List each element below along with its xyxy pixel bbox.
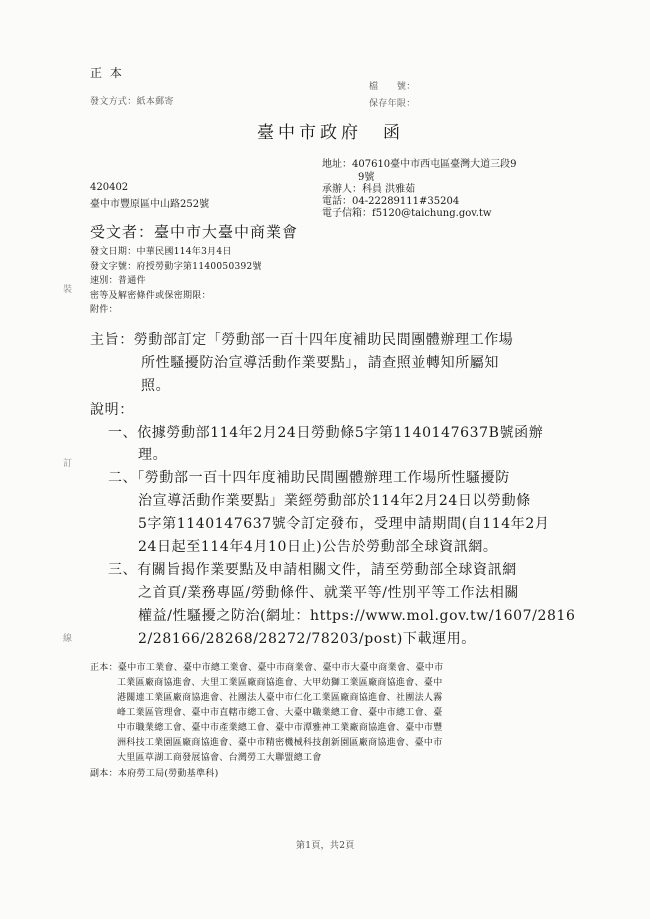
sender-address-line2: 9號 [358,172,375,183]
subject-line-3: 照。 [141,378,171,394]
item-line: 2/28166/28268/28272/78203/post)下載運用。 [138,631,476,647]
item-line: 一、依據勞動部114年2月24日勞動條5字第1140147637B號函辦 [108,425,544,441]
cc-line: 峰工業區管理會、臺中市直轄市總工會、大臺中職業總工會、臺中市總工會、臺 [117,708,443,718]
addressee: 受文者：臺中市大臺中商業會 [90,223,299,241]
item-line: 三、有關旨揭作業要點及申請相關文件，請至勞動部全球資訊網 [108,562,517,578]
doc-security: 密等及解密條件或保密期限： [90,291,211,301]
agency-title: 臺中市政府 函 [257,123,404,143]
margin-mark-bind: 裝 [63,285,73,295]
item-line: 理。 [138,447,168,463]
subject-line-1: 主旨：勞動部訂定「勞動部一百十四年度補助民間團體辦理工作場 [90,332,514,348]
cc-line: 港關連工業區廠商協進會、社團法人臺中市仁化工業區廠商協進會、社團法人霧 [117,693,443,703]
item-line: 權益/性騷擾之防治(網址：https://www.mol.gov.tw/1607/2816 [138,608,576,624]
item-line: 治宣導活動作業要點」業經勞動部於114年2月24日以勞動條 [138,493,531,509]
doc-speed: 速別：普通件 [90,276,146,286]
item-line: 二、「勞動部一百十四年度補助民間團體辦理工作場所性騷擾防 [108,470,510,486]
recipient-postal: 420402 [90,182,129,193]
margin-mark-line: 線 [63,634,73,644]
doc-date: 發文日期：中華民國114年3月4日 [90,247,232,257]
cc-line: 大里區草湖工商發展協會、台灣勞工大聯盟總工會 [117,753,322,763]
cc-line: 正本：臺中市工業會、臺中市總工業會、臺中市商業會、臺中市大臺中商業會、臺中市 [90,663,444,673]
cc-line: 中市職業總工會、臺中市產業總工會、臺中市潭雅神工業廠商協進會、臺中市豐 [117,723,443,733]
item-line: 24日起至114年4月10日止)公告於勞動部全球資訊網。 [138,539,498,555]
send-method: 發文方式：紙本郵寄 [90,97,174,107]
item-line: 之首頁/業務專區/勞動條件、就業平等/性別平等工作法相關 [138,585,519,601]
sender-phone: 電話：04-22289111#35204 [322,196,460,207]
retention-label: 保存年限： [369,99,416,109]
copy-type: 正 本 [90,66,124,80]
sender-contact: 承辦人：科員 洪雅茹 [322,184,416,195]
file-no-label: 檔 號： [369,82,416,92]
doc-number: 發文字號：府授勞動字第1140050392號 [90,262,262,272]
doc-attachment: 附件： [90,305,118,315]
item-line: 5字第1140147637號令訂定發布，受理申請期間(自114年2月 [138,516,550,532]
recipient-address: 臺中市豐原區中山路252號 [90,199,210,210]
explanation-label: 說明： [90,402,134,418]
page-footer: 第1頁，共2頁 [296,841,355,851]
cc-line: 洲科技工業園區廠商協進會、臺中市精密機械科技創新園區廠商協進會、臺中市 [117,738,443,748]
subject-line-2: 所性騷擾防治宣導活動作業要點」，請查照並轉知所屬知 [141,355,499,371]
sender-address-line1: 地址：407610臺中市西屯區臺灣大道三段9 [322,159,517,170]
margin-mark-staple: 訂 [63,459,73,469]
cc-copy: 副本：本府勞工局(勞動基準科) [90,769,219,779]
sender-email: 電子信箱：f5120@taichung.gov.tw [322,208,492,219]
cc-line: 工業區廠商協進會、大里工業區廠商協進會、大甲幼獅工業區廠商協進會、臺中 [117,678,443,688]
